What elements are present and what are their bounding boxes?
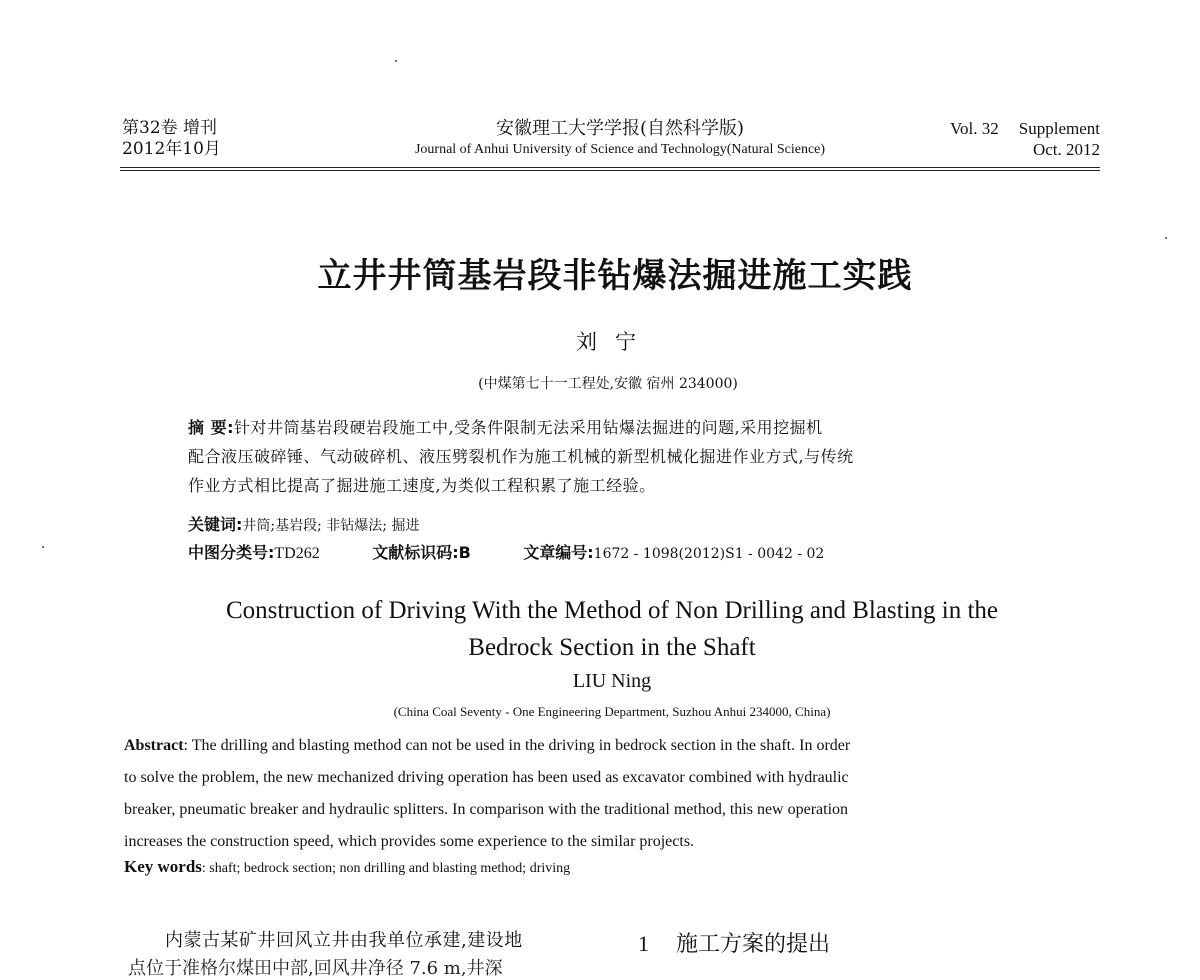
abstract-en-text: breaker, pneumatic breaker and hydraulic splitters. In comparison with the traditional method, this new operation	[124, 801, 849, 818]
article-no-value: 1672 - 1098(2012)S1 - 0042 - 02	[593, 546, 825, 562]
article-title-en	[0, 592, 1200, 666]
keywords-cn	[188, 512, 419, 535]
abstract-cn-text: 配合液压破碎锤、气动破碎机、液压劈裂机作为施工机械的新型机械化掘进作业方式,与传统	[188, 447, 854, 466]
article-no-label: 文章编号:	[523, 543, 594, 562]
section-heading	[638, 927, 830, 958]
date-cn: 2012年10月	[122, 139, 221, 159]
abstract-en-line	[124, 730, 1104, 762]
supplement-en: Supplement	[1018, 119, 1100, 138]
affiliation-en: (China Coal Seventy - One Engineering Department, Suzhou Anhui 234000, China)	[393, 704, 831, 719]
keywords-cn-text: 井筒;基岩段; 非钻爆法; 掘进	[242, 518, 420, 534]
doc-code	[372, 540, 471, 563]
journal-name-en: Journal of Anhui University of Science and Technology(Natural Science)	[414, 142, 826, 157]
abstract-en-text: : The drilling and blasting method can not be used in the driving in bedrock section in the shaft. In order	[183, 737, 851, 754]
affiliation-cn: (中煤第七十一工程处,安徽 宿州 234000)	[478, 376, 738, 392]
section-title: 施工方案的提出	[676, 932, 831, 957]
abstract-cn-text: 针对井筒基岩段硬岩段施工中,受条件限制无法采用钻爆法掘进的问题,采用挖掘机	[233, 418, 823, 437]
abstract-cn-label: 摘 要:	[188, 418, 234, 437]
keywords-en	[124, 857, 570, 877]
keywords-cn-label: 关键词:	[188, 515, 243, 534]
volume-cn: 第32卷 增刊	[122, 118, 218, 138]
keywords-en-label: Key words	[124, 857, 202, 876]
class-number	[188, 540, 320, 563]
article-title-cn: 立井井筒基岩段非钻爆法掘进施工实践	[317, 256, 913, 296]
abstract-en-text: to solve the problem, the new mechanized driving operation has been used as excavator combined with hydraulic	[124, 769, 849, 786]
abstract-en-label: Abstract	[124, 737, 184, 754]
abstract-cn	[188, 413, 1048, 500]
journal-name-cn: 安徽理工大学学报(自然科学版)	[495, 118, 745, 139]
section-number: 1	[638, 931, 649, 956]
header-rule	[120, 167, 1100, 168]
abstract-cn-line	[188, 413, 1048, 442]
header-left	[122, 118, 221, 160]
volume-en: Vol. 32	[949, 119, 999, 138]
volume-en-line	[950, 118, 1100, 139]
author-en: LIU Ning	[572, 670, 652, 692]
class-value: TD262	[274, 545, 320, 562]
header-right	[950, 118, 1100, 160]
class-label: 中图分类号:	[188, 543, 275, 562]
body-paragraph-start: 内蒙古某矿井回风立井由我单位承建,建设地	[165, 930, 523, 951]
scan-speck	[42, 546, 44, 548]
doc-code-label: 文献标识码:	[372, 543, 459, 562]
header-rule	[120, 170, 1100, 171]
keywords-en-text: : shaft; bedrock section; non drilling and blasting method; driving	[201, 861, 571, 876]
scan-speck	[1165, 237, 1167, 239]
abstract-cn-text: 作业方式相比提高了掘进施工速度,为类似工程积累了施工经验。	[188, 476, 656, 495]
title-en-line: Construction of Driving With the Method of Non Drilling and Blasting in the	[225, 597, 999, 624]
classification-line	[188, 540, 872, 563]
title-en-line: Bedrock Section in the Shaft	[468, 634, 756, 661]
body-paragraph-line: 点位于准格尔煤田中部,回风井净径 7.6 m,井深	[128, 958, 503, 979]
scan-speck	[395, 60, 397, 62]
doc-code-value: B	[458, 543, 471, 562]
abstract-en	[124, 730, 1104, 858]
journal-name	[340, 118, 900, 159]
article-number	[523, 540, 824, 563]
date-en: Oct. 2012	[1032, 140, 1100, 159]
abstract-en-text: increases the construction speed, which provides some experience to the similar projects.	[124, 833, 695, 850]
author-cn: 刘宁	[576, 330, 654, 354]
